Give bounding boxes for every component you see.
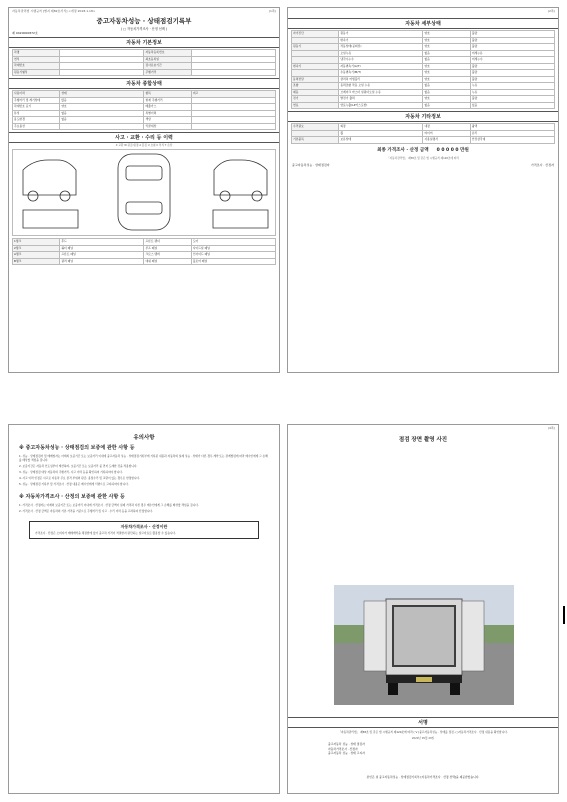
page-1-header-left: 자동차관리법 시행규칙 [별지 제82호서식] <개정 2018.1.18> — [12, 9, 96, 13]
cell: 도어 — [192, 239, 276, 246]
cell: 없음 — [423, 103, 470, 110]
section-2-heading: ※ 자동차가격조사 · 산정의 보증에 관한 사항 등 — [19, 494, 125, 500]
cell: 차대번호 — [13, 63, 60, 70]
cell: 미세누수 — [471, 57, 555, 64]
section-2-text — [9, 501, 279, 517]
paragraph: 2. 보증기간은 자동차 인도일부터 계산하며, 보증기간 또는 보증거리 중 먼저 도래한 것을 적용합니다. — [19, 464, 138, 468]
cell: 후드 — [60, 239, 144, 246]
paragraph: 4. 사고 이력 인정은 사고로 자동차 주요 골격 부위의 판금, 용접수리 및 교환이 있는 경우로 한정합니다. — [19, 476, 140, 480]
cell: 내장 — [423, 124, 470, 131]
cell: B랭크 — [13, 259, 60, 266]
cell: 자동변속기(A/T) — [339, 64, 423, 71]
cell: 전기 — [292, 96, 339, 103]
paragraph: 3. 성능 · 상태점검 대상 자동차의 주행거리, 사고 이력 등을 확인하여 기록하여야 합니다. — [19, 470, 123, 474]
page-2-header — [288, 8, 558, 14]
cell: 불량 — [471, 31, 555, 38]
cell: 불량 — [471, 96, 555, 103]
cell: 기본품목 — [292, 137, 339, 144]
cell — [192, 70, 276, 77]
paragraph: 1. 성능 · 상태점검자 및 매매업자는 아래의 보증기간 또는 보증거리 이내에 중고자동차 성능 · 상태점검기록부에 기록된 내용과 자동차의 실제 성능 · 상태가 다른 경우 계약 또는 관계법령에 따라 매수인에게 그 손해를 배상할 책임을 집니다. — [19, 454, 268, 462]
cell: 프론트 패널 — [60, 252, 144, 259]
accident-legend: X 교환 W 판금/용접 A 흠집 U 요철 C 부식 T 손상 — [115, 144, 173, 147]
cell: 휠 — [339, 131, 423, 138]
cell: 연료 — [292, 103, 339, 110]
sign-row — [288, 162, 558, 168]
cell: 사용설명서 — [423, 137, 470, 144]
page-1-title: 중고자동차성능 · 상태점검기록부 — [96, 17, 192, 25]
cell: 자기진단 — [292, 31, 339, 38]
cell: 많음 — [60, 98, 144, 105]
price-explain-box — [29, 521, 259, 539]
cell: 색상 — [144, 117, 191, 124]
cell: 루프 패널 — [144, 246, 191, 253]
cell: 주행거리 및 계기상태 — [13, 98, 60, 105]
cell: 특별이력 — [144, 111, 191, 118]
cell: 상태 — [60, 91, 144, 98]
cell: 없음 — [423, 57, 470, 64]
section-1-heading: ※ 중고자동차성능 · 상태점검의 보증에 관한 사항 등 — [19, 445, 135, 451]
cell: 제동 — [292, 90, 339, 97]
cell: A랭크 — [13, 252, 60, 259]
basic-info-title: 자동차 기본정보 — [9, 37, 279, 48]
cell: 보유상태 — [339, 137, 423, 144]
page-3-title: 유의사항 — [133, 435, 155, 441]
page-1-subtitle: ( □ 자동차가격조사 · 산정 선택 ) — [120, 27, 168, 31]
cell: 배출가스 — [144, 104, 191, 111]
etc-title: 자동차 기타정보 — [288, 111, 558, 122]
detail-table — [291, 30, 555, 109]
signer: 중고자동차 성능 · 상태 점검자 — [328, 742, 365, 746]
section-1-text — [9, 452, 279, 490]
cell: 용도변경 — [13, 117, 60, 124]
cell: 1랭크 — [13, 239, 60, 246]
sign-title: 서명 — [288, 717, 558, 728]
page-1-header-right: (1쪽) — [268, 9, 276, 13]
cell: 있음 — [471, 103, 555, 110]
cell: 양호 — [423, 70, 470, 77]
cell: 수리필요 — [292, 124, 339, 131]
cell: 동력전달 — [292, 77, 339, 84]
etc-table — [291, 123, 555, 144]
car-diagram — [12, 149, 276, 236]
page-4-title: 점검 장면 촬영 사진 — [398, 437, 448, 443]
cell: 주행거리 — [144, 70, 191, 77]
cell: 원동기 — [339, 31, 423, 38]
text-cursor-icon — [563, 606, 565, 624]
page-1-header — [9, 8, 279, 14]
cell — [60, 124, 144, 131]
cell: 항목 — [144, 91, 191, 98]
cell: 연식 — [13, 57, 60, 64]
cell: 불량 — [471, 77, 555, 84]
page-2-header-right: (2쪽) — [547, 9, 555, 13]
cell: 미세누유 — [471, 51, 555, 58]
cell: 수동변속기(M/T) — [339, 70, 423, 77]
cell: 불량 — [471, 64, 555, 71]
cell: 사용이력 — [13, 91, 60, 98]
cell: 쿼터 패널 — [60, 246, 144, 253]
cell — [192, 124, 276, 131]
cell: 없음 — [423, 51, 470, 58]
cell: 사이드실 패널 — [192, 246, 276, 253]
status-title: 자동차 종합상태 — [9, 78, 279, 89]
cell: 검사유효기간 — [144, 63, 191, 70]
cell — [60, 70, 144, 77]
cell: 없음 — [423, 90, 470, 97]
cell: 브레이크 마스터 실린더오일 누유 — [339, 90, 423, 97]
truck-photo-icon — [334, 585, 514, 705]
cell: 프론트 펜더 — [144, 239, 191, 246]
cell: 리콜대상 — [144, 124, 191, 131]
cell: 양호 — [423, 31, 470, 38]
cell: 비고 — [192, 91, 276, 98]
cell: 발전기 출력 — [339, 96, 423, 103]
cell: 안전삼각대 — [471, 137, 555, 144]
cell: 작동상태(공회전) — [339, 44, 423, 51]
status-table — [12, 90, 276, 130]
cell: 현재 주행거리 — [144, 98, 191, 105]
cell: 플로어 패널 — [192, 259, 276, 266]
cell: 유리 — [471, 131, 555, 138]
signers — [288, 740, 558, 758]
sign-text: 「자동차관리법」 제58조 및 같은 법 시행규칙 제120조에 따라 ( V )중고자동차성능 · 상태를 점검, ( )자동차가격조사 · 산정 내용을 확인합니다. — [338, 730, 508, 734]
signer: 자동차가격조사 · 산정자 — [328, 746, 358, 751]
sign-date: 2020년 05월 29일 — [411, 737, 435, 740]
paragraph: 1. 가격조사 · 산정자는 아래의 보증기간 또는 보증거리 이내에 가격조사 · 산정 금액이 실제 가격과 다른 경우 매수인에게 그 손해를 배상할 책임을 집니다. — [19, 503, 199, 507]
sign-line-3: 가격조사 · 산정자 — [530, 162, 554, 167]
cell: 차대번호 표기 — [13, 104, 60, 111]
cell: 튜닝 — [13, 111, 60, 118]
cell: 냉각수누수 — [339, 57, 423, 64]
cell: 필러 패널 — [60, 259, 144, 266]
cell: 크로스 멤버 — [144, 252, 191, 259]
cell: 없음 — [60, 117, 144, 124]
cell: 대쉬 패널 — [144, 259, 191, 266]
cell: 양호 — [423, 77, 470, 84]
cell: 오일누유 — [339, 51, 423, 58]
cell: 누유 — [471, 83, 555, 90]
signer: 중고자동차 성능 · 상태 고지자 — [328, 751, 365, 755]
final-price-row — [288, 147, 558, 153]
final-price-value: 0 0 0 0 0 만원 — [436, 147, 469, 153]
cell: 타이어 — [423, 131, 470, 138]
cell: 변속기 — [339, 38, 423, 45]
page-3-sheet — [8, 424, 280, 794]
box-title: 자동차가격조사 · 산정이란 — [120, 524, 168, 529]
doc-number: 제 0420000872호 — [12, 31, 38, 35]
paragraph: 2. 가격조사 · 산정 금액은 자동차의 기본 가격을 기준으로 주행거리 및 사고 · 수리 이력 등을 고려하여 산정합니다. — [19, 509, 153, 513]
accident-title: 사고 · 교환 · 수리 등 이력 — [9, 132, 279, 143]
box-text: 가격조사 · 산정은 소비자가 매매계약을 체결함에 있어 중고차 가격이 적절한지 판단하는 참고자료로 활용할 수 있습니다. — [35, 531, 176, 535]
cell: 연료누출(LP가스포함) — [339, 103, 423, 110]
cell: 양호 — [423, 44, 470, 51]
cell: 불량 — [471, 38, 555, 45]
bottom-note: 본인은 위 중고자동차성능 · 상태점검기록부 [자동차가격조사 · 산정 선택]을 제공받았습니다. — [366, 775, 480, 779]
cell: 원동기형식 — [13, 70, 60, 77]
cell: 주요옵션 — [13, 124, 60, 131]
cell: 양호 — [423, 64, 470, 71]
cell: 클러치 어셈블리 — [339, 77, 423, 84]
cell: 양호 — [60, 104, 144, 111]
cell: 인사이드 패널 — [192, 252, 276, 259]
basic-info-table — [12, 49, 276, 76]
page-4-sheet — [287, 424, 559, 794]
cell: 동력조향 작동 오일 누유 — [339, 83, 423, 90]
cell: 외장 — [339, 124, 423, 131]
car-outline-icon — [13, 150, 277, 235]
cell: 양호 — [423, 38, 470, 45]
cell: 원동기 — [292, 44, 339, 51]
diag-table — [12, 238, 276, 265]
cell: 2랭크 — [13, 246, 60, 253]
cell: 양호 — [423, 96, 470, 103]
cell: 없음 — [423, 83, 470, 90]
final-price-label: 최종 가격조사 · 산정 금액 — [377, 147, 429, 153]
sign-line-1: 「자동차관리법」 제58조 및 같은 법 시행규칙 제120조에 따라 — [387, 156, 459, 160]
sign-line-2: 중고자동차성능 · 상태점검자 — [292, 162, 330, 167]
cell: 광택 — [471, 124, 555, 131]
cell: 없음 — [60, 111, 144, 118]
cell: 조향 — [292, 83, 339, 90]
cell: 차명 — [13, 50, 60, 57]
page-1-sheet — [8, 7, 280, 373]
inspection-photo — [334, 585, 514, 705]
sign-section — [288, 715, 558, 758]
page-2-sheet — [287, 7, 559, 373]
cell: 변속기 — [292, 64, 339, 71]
paragraph: 5. 성능 · 상태점검 기록부 및 가격조사 · 산정 내용은 매수인에게 서면으로 고지하여야 합니다. — [19, 482, 129, 486]
cell: 불량 — [471, 44, 555, 51]
cell: 최초등록일 — [144, 57, 191, 64]
cell: 누유 — [471, 90, 555, 97]
page-4-header-right: (4쪽) — [547, 426, 555, 430]
cell: 불량 — [471, 70, 555, 77]
cell: 자동차등록번호 — [144, 50, 191, 57]
page-2-title: 자동차 세부상태 — [288, 18, 558, 29]
page-4-header — [288, 425, 558, 431]
